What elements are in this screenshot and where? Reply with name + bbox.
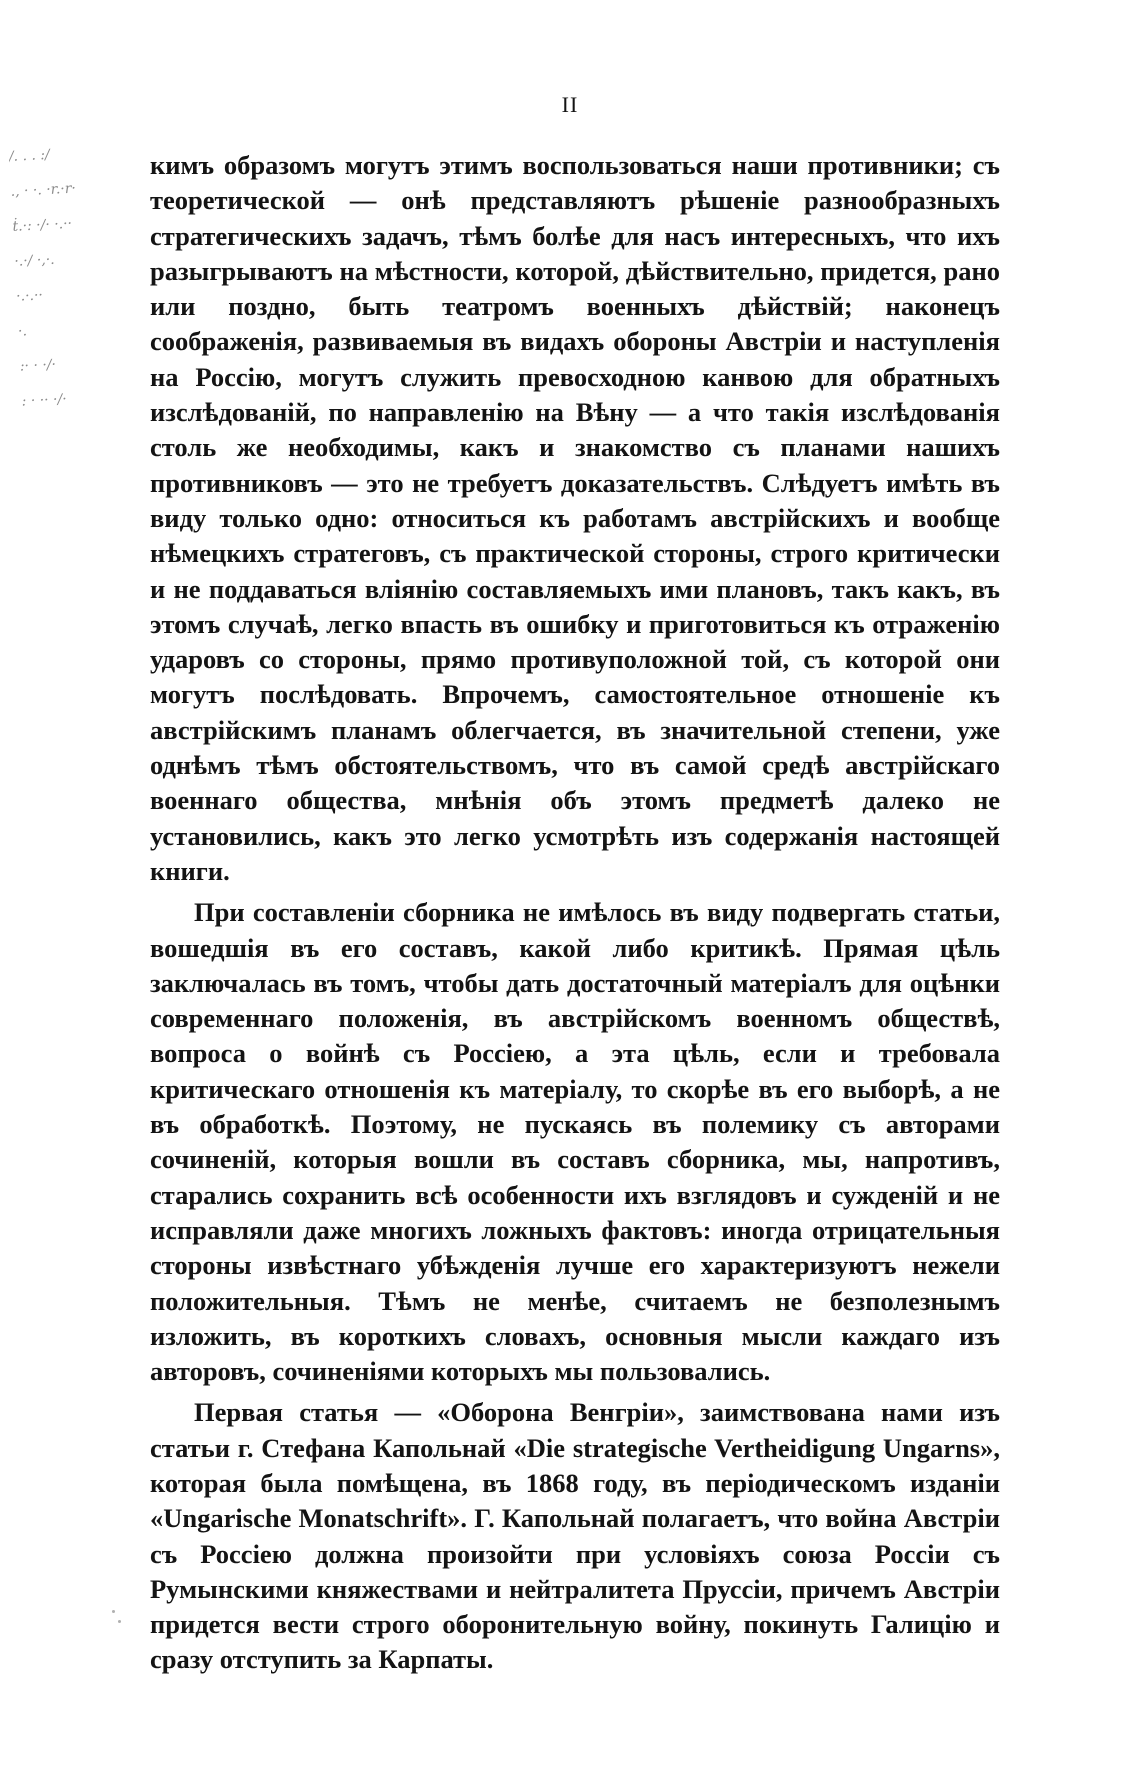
speck	[112, 1610, 115, 1613]
paragraph: Первая статья — «Оборона Венгріи», заимствована нами изъ статьи г. Стефана Капольнай «Die strategische Vertheidigung Ungarns», которая была помѣщена, въ 1868 году, въ періодическомъ изданіи «Ungarische Monatschrift». Г. Капольнай полагаетъ, что война Австріи съ Россіею должна произойти при условіяхъ союза Россіи съ Румынскими княжествами и нейтралитета Пруссіи, причемъ Австріи придется вести строго оборонительную войну, покинуть Галицію и сразу отступить за Карпаты.	[150, 1397, 1000, 1675]
handwritten-marginalia	[8, 133, 160, 420]
marginalia-line: ·.·/ ·,·.	[13, 251, 56, 270]
paragraph: кимъ образомъ могутъ этимъ воспользоваться наши противники; съ теоретической — онѣ представляютъ рѣшеніе разнообразныхъ стратегическихъ задачъ, тѣмъ болѣе для насъ интересныхъ, что ихъ разыгрываютъ на мѣстности, которой, дѣйствительно, придется, рано или поздно, быть театромъ военныхъ дѣйствій; наконецъ соображенія, развиваемыя въ видахъ обороны Австріи и наступленія на Россію, могутъ служить превосходною канвою для обратныхъ изслѣдованій, по направленію на Вѣну — а что такія изслѣдованія столь же необходимы, какъ и знакомство съ планами нашихъ противниковъ — это не требуетъ доказательствъ. Слѣдуетъ имѣть въ виду только одно: относиться къ работамъ австрійскихъ и вообще нѣмецкихъ стратеговъ, съ практической стороны, строго критически и не поддаваться вліянію составляемыхъ ими плановъ, такъ какъ, въ этомъ случаѣ, легко впасть въ ошибку и приготовиться къ отраженію ударовъ со стороны, прямо противуположной той, съ которой они могутъ послѣдовать. Впрочемъ, самостоятельное отношеніе къ австрійскимъ планамъ облегчается, въ значительной степени, уже однѣмъ тѣмъ обстоятельствомъ, что въ самой средѣ австрійскаго военнаго общества, мнѣнія объ этомъ предметѣ далеко не установились, какъ это легко усмотрѣть изъ содержанія настоящей книги.	[150, 150, 1000, 886]
marginalia-line: /. . . :/	[8, 146, 51, 165]
marginalia-line: ·.·.··	[15, 287, 44, 305]
marginalia-line: ·.	[17, 323, 28, 340]
body-text	[150, 148, 1000, 1678]
marginalia-line: ṫ.·: ·/· ·.··	[12, 215, 73, 235]
speck	[118, 1620, 121, 1623]
page-number: II	[561, 92, 579, 117]
marginalia-line: :· · ·/·	[19, 356, 57, 375]
marginalia-line: ., · ·. ·r.·r·	[10, 180, 77, 200]
marginalia-line: : · ·· ·/·	[21, 391, 68, 410]
paragraph: При составленіи сборника не имѣлось въ виду подвергать статьи, вошедшія въ его составъ, какой либо критикѣ. Прямая цѣль заключалась въ томъ, чтобы дать достаточный матеріалъ для оцѣнки современнаго положенія, въ австрійскомъ военномъ обществѣ, вопроса о войнѣ съ Россіею, а эта цѣль, если и требовала критическаго отношенія къ матеріалу, то скорѣе въ его выборѣ, а не въ обработкѣ. Поэтому, не пускаясь въ полемику съ авторами сочиненій, которыя вошли въ составъ сборника, мы, напротивъ, старались сохранить всѣ особенности ихъ взглядовъ и сужденій и не исправляли даже многихъ ложныхъ фактовъ: иногда отрицательныя стороны извѣстнаго убѣжденія лучше его характеризуютъ нежели положительныя. Тѣмъ не менѣе, считаемъ не безполезнымъ изложить, въ короткихъ словахъ, основныя мысли каждаго изъ авторовъ, сочиненіями которыхъ мы пользовались.	[150, 897, 1000, 1387]
